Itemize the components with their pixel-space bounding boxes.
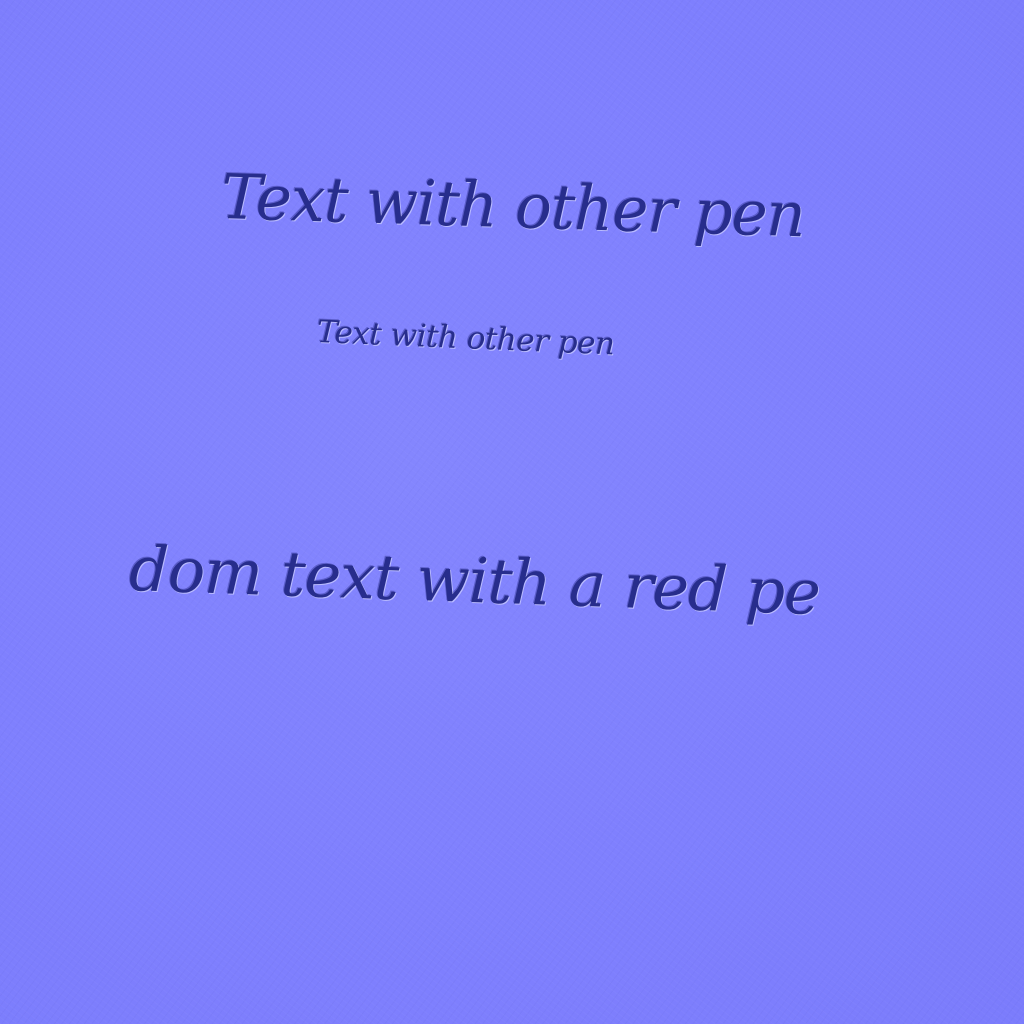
large-handwritten-text: Text with other pen (220, 160, 806, 252)
small-handwritten-text: Text with other pen (316, 314, 616, 363)
clipped-handwritten-text: dom text with a red pe (128, 532, 822, 630)
